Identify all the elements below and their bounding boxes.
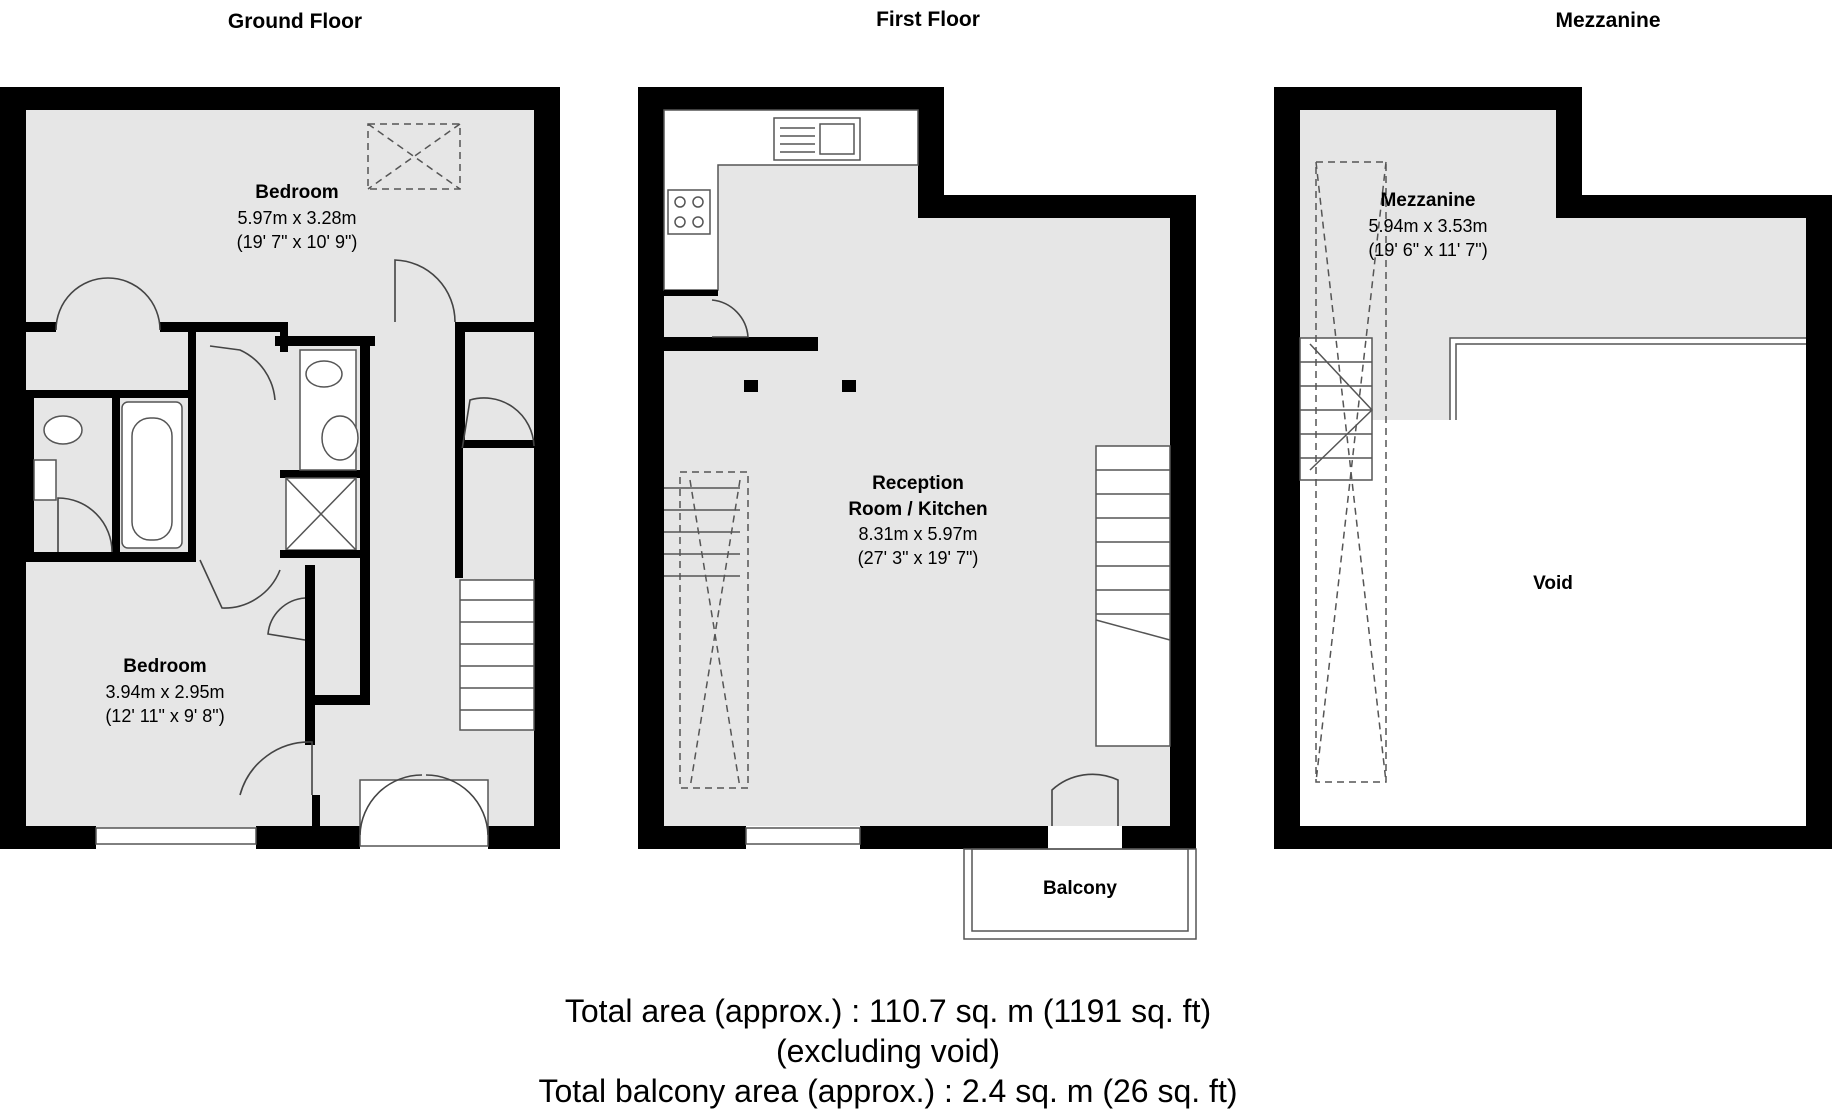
reception-name-line1: Reception bbox=[872, 473, 964, 494]
entrance-porch bbox=[360, 780, 488, 846]
bedroom-1-imperial: (19' 7" x 10' 9") bbox=[236, 232, 358, 252]
toilet-icon bbox=[306, 361, 342, 387]
bedroom-1-name: Bedroom bbox=[255, 182, 339, 203]
ground-floor-title: Ground Floor bbox=[227, 10, 363, 33]
hob-icon bbox=[668, 190, 710, 234]
reception-name: Room / Kitchen bbox=[848, 499, 988, 520]
pillar bbox=[842, 380, 856, 392]
bathtub-icon bbox=[122, 402, 182, 548]
reception-imperial: (27' 3" x 19' 7") bbox=[857, 548, 979, 568]
window bbox=[96, 828, 256, 844]
mezzanine-metric: 5.94m x 3.53m bbox=[1368, 216, 1488, 236]
total-area-text: Total area (approx.) : 110.7 sq. m (1191 sq. ft) bbox=[564, 993, 1212, 1029]
window bbox=[746, 828, 860, 844]
bedroom-2-name: Bedroom bbox=[123, 656, 207, 677]
void-name: Void bbox=[1533, 573, 1573, 594]
mezzanine-room-name: Mezzanine bbox=[1380, 190, 1476, 211]
pillar bbox=[744, 380, 758, 392]
bedroom-2-imperial: (12' 11" x 9' 8") bbox=[105, 706, 225, 726]
mezzanine-plan bbox=[1274, 87, 1832, 849]
staircase-icon bbox=[460, 580, 534, 730]
first-floor-title: First Floor bbox=[876, 8, 980, 31]
bedroom-2-metric: 3.94m x 2.95m bbox=[105, 682, 225, 702]
mezzanine-imperial: (19' 6" x 11' 7") bbox=[1368, 240, 1488, 260]
excluding-void-text: (excluding void) bbox=[775, 1033, 1001, 1069]
reception-metric: 8.31m x 5.97m bbox=[858, 524, 978, 544]
staircase-icon bbox=[1096, 446, 1170, 746]
balcony-name: Balcony bbox=[1043, 878, 1117, 899]
mezzanine-floor-title: Mezzanine bbox=[1555, 9, 1661, 32]
toilet-icon bbox=[44, 416, 82, 444]
balcony-area-text: Total balcony area (approx.) : 2.4 sq. m (26 sq. ft) bbox=[538, 1073, 1238, 1109]
bedroom-1-metric: 5.97m x 3.28m bbox=[237, 208, 357, 228]
sink-icon bbox=[34, 460, 56, 500]
basin-icon bbox=[322, 416, 358, 460]
